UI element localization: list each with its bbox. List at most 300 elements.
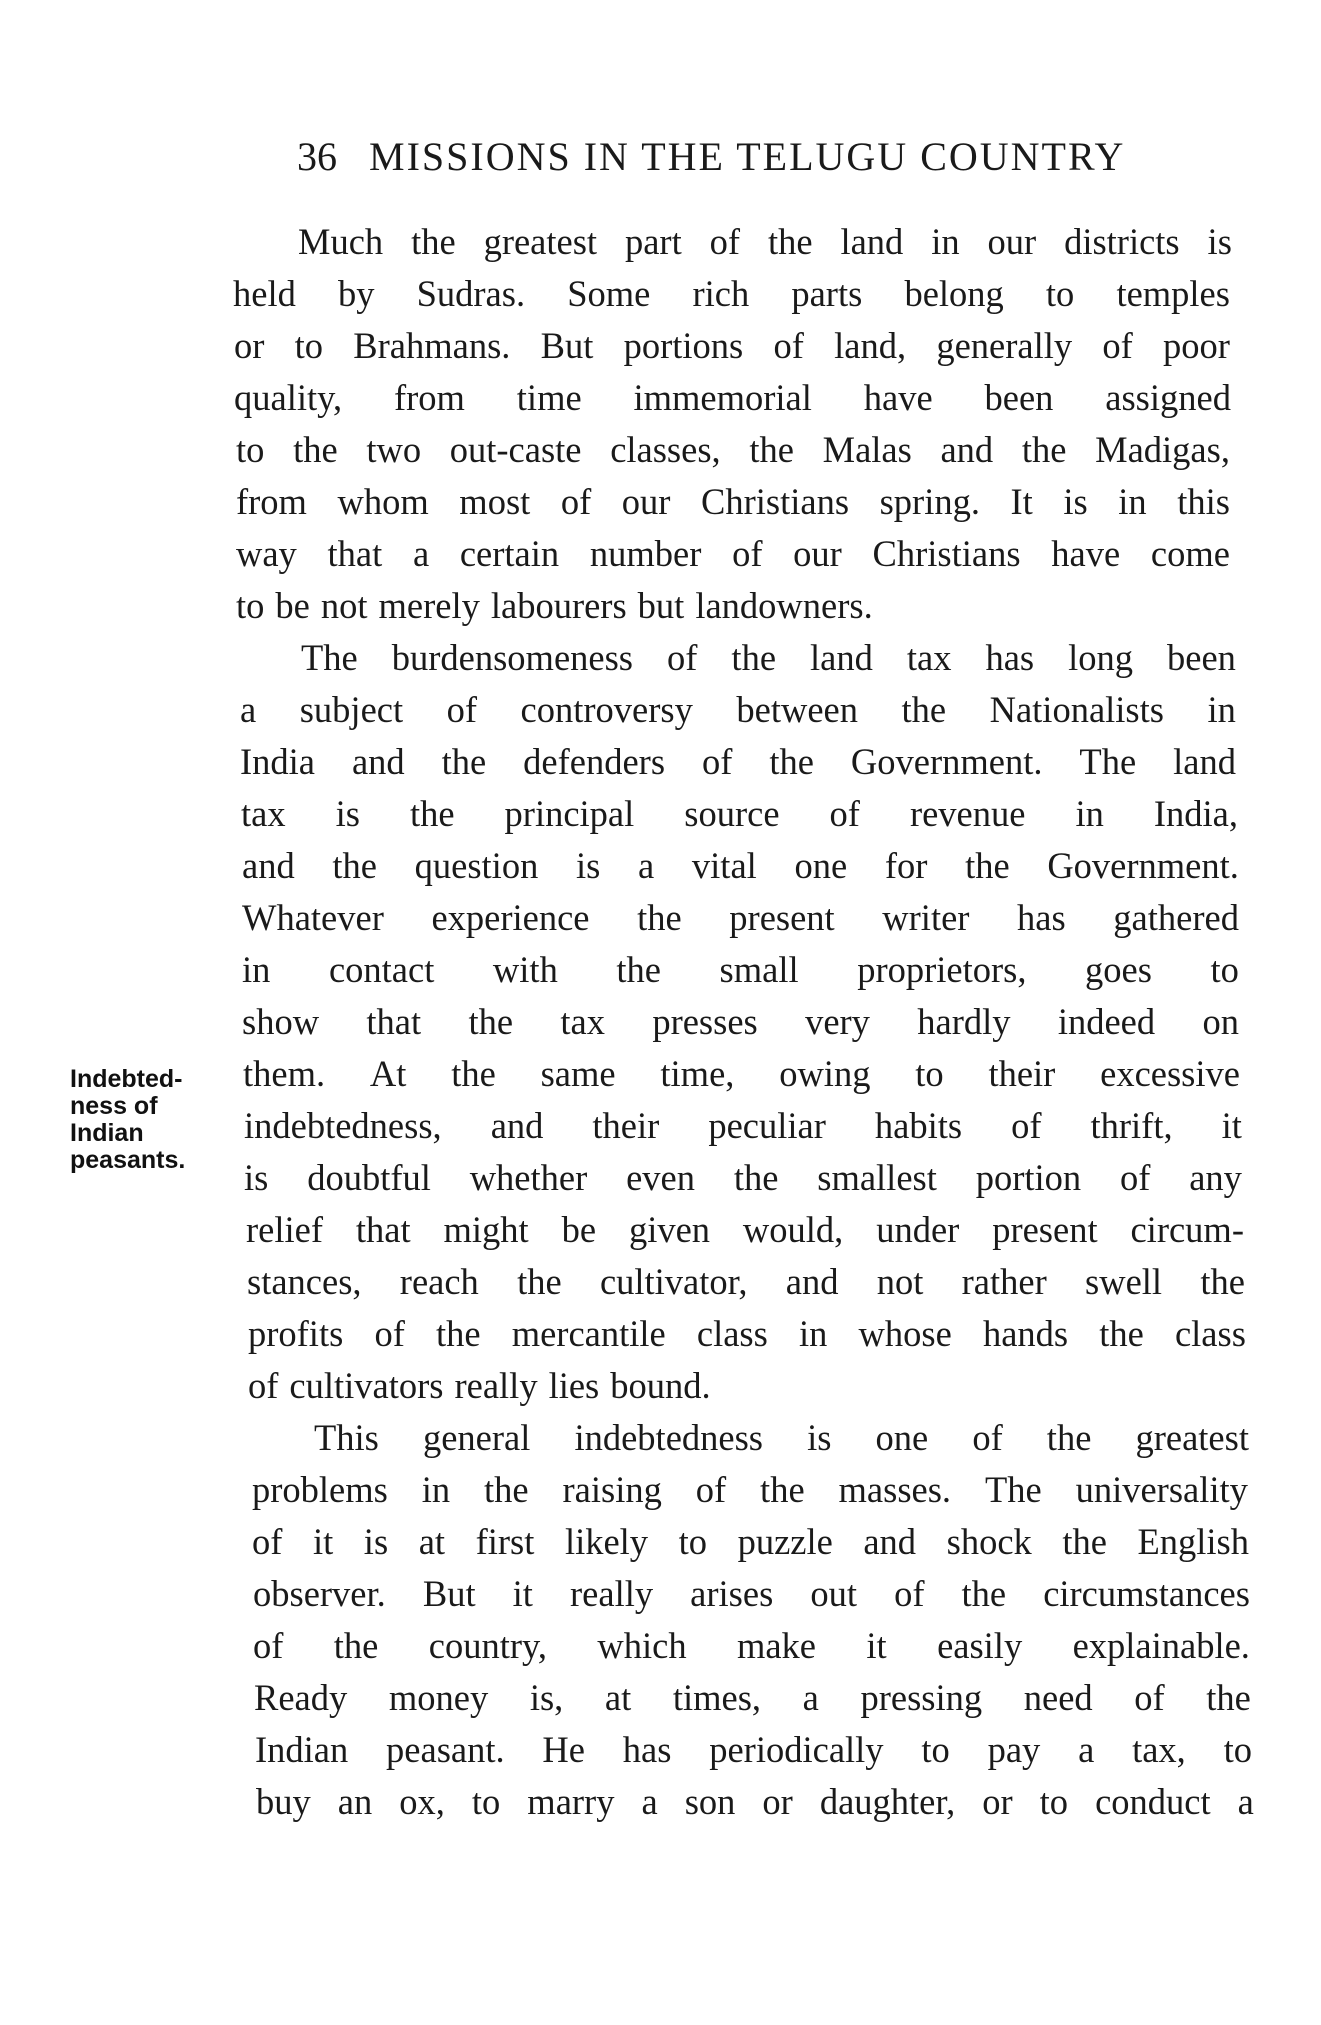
text-line bbox=[240, 684, 1236, 736]
word: English bbox=[1137, 1521, 1249, 1562]
word: might bbox=[443, 1209, 529, 1250]
text-line bbox=[236, 424, 1230, 476]
word: to bbox=[294, 325, 324, 366]
text-line bbox=[236, 580, 1038, 632]
text-line bbox=[234, 372, 1231, 424]
word: the bbox=[517, 1261, 562, 1302]
word: arises bbox=[690, 1573, 774, 1614]
word: indebtedness, bbox=[244, 1105, 442, 1146]
word: not bbox=[876, 1261, 924, 1302]
word: swell bbox=[1085, 1261, 1163, 1302]
word: show bbox=[242, 1001, 320, 1042]
word: excessive bbox=[1100, 1053, 1240, 1094]
word: their bbox=[988, 1053, 1056, 1094]
word: hardly bbox=[917, 1001, 1011, 1042]
text-line bbox=[244, 1100, 1242, 1152]
word: of bbox=[253, 1625, 284, 1666]
word: lies bbox=[548, 1365, 600, 1406]
word: is bbox=[335, 793, 360, 834]
word: the bbox=[767, 221, 813, 262]
word: Malas bbox=[822, 429, 912, 470]
word: is bbox=[363, 1521, 389, 1562]
word: out-caste bbox=[449, 429, 582, 470]
word: this bbox=[1177, 481, 1230, 522]
word: of bbox=[732, 533, 763, 574]
word: classes, bbox=[610, 429, 721, 470]
word: greatest bbox=[1135, 1417, 1249, 1458]
word: India, bbox=[1153, 793, 1238, 834]
word: relief bbox=[246, 1209, 323, 1250]
word: and bbox=[351, 741, 405, 782]
word: by bbox=[337, 273, 375, 314]
word: conduct bbox=[1095, 1781, 1211, 1822]
word: at bbox=[418, 1521, 446, 1562]
word: most bbox=[459, 481, 531, 522]
word: would, bbox=[742, 1209, 844, 1250]
word: in bbox=[798, 1313, 828, 1354]
word: from bbox=[236, 481, 307, 522]
word: spring. bbox=[879, 481, 980, 522]
word: really bbox=[454, 1365, 538, 1406]
word: land bbox=[1173, 741, 1236, 782]
word: contact bbox=[328, 949, 435, 990]
text-line bbox=[252, 1464, 1248, 1516]
word: of bbox=[695, 1469, 727, 1510]
word: at bbox=[604, 1677, 632, 1718]
word: to bbox=[1223, 1729, 1252, 1770]
word: generally bbox=[936, 325, 1073, 366]
word: very bbox=[805, 1001, 870, 1042]
text-line bbox=[253, 1620, 1250, 1672]
word: of bbox=[709, 221, 741, 262]
word: stances, bbox=[247, 1261, 362, 1302]
word: districts bbox=[1064, 221, 1180, 262]
word: goes bbox=[1085, 949, 1152, 990]
word: mercantile bbox=[511, 1313, 666, 1354]
word: hands bbox=[982, 1313, 1069, 1354]
word: the bbox=[435, 1313, 481, 1354]
word: question bbox=[414, 845, 539, 886]
text-line bbox=[301, 632, 1236, 684]
word: smallest bbox=[817, 1157, 937, 1198]
word: has bbox=[1017, 897, 1066, 938]
word: puzzle bbox=[737, 1521, 833, 1562]
word: whether bbox=[469, 1157, 588, 1198]
word: ox, bbox=[399, 1781, 445, 1822]
word: long bbox=[1068, 637, 1134, 678]
word: likely bbox=[564, 1521, 649, 1562]
word: bound. bbox=[610, 1365, 711, 1406]
word: the bbox=[637, 897, 682, 938]
word: peculiar bbox=[708, 1105, 826, 1146]
word: The bbox=[1079, 741, 1137, 782]
word: controversy bbox=[520, 689, 693, 730]
word: of bbox=[667, 637, 698, 678]
word: small bbox=[719, 949, 799, 990]
word: Christians bbox=[701, 481, 850, 522]
word: This bbox=[314, 1417, 379, 1458]
word: habits bbox=[874, 1105, 963, 1146]
word: given bbox=[628, 1209, 711, 1250]
word: with bbox=[492, 949, 558, 990]
word: been bbox=[984, 377, 1054, 418]
word: writer bbox=[882, 897, 970, 938]
word: number bbox=[589, 533, 702, 574]
word: periodically bbox=[709, 1729, 884, 1770]
word: of bbox=[972, 1417, 1003, 1458]
word: Christians bbox=[872, 533, 1021, 574]
word: a bbox=[802, 1677, 819, 1718]
text-line bbox=[252, 1516, 1249, 1568]
word: it bbox=[866, 1625, 887, 1666]
text-line bbox=[298, 216, 1232, 268]
word: that bbox=[355, 1209, 411, 1250]
word: cultivator, bbox=[599, 1261, 748, 1302]
text-line bbox=[236, 476, 1230, 528]
word: poor bbox=[1163, 325, 1230, 366]
word: the bbox=[484, 1469, 529, 1510]
word: the bbox=[965, 845, 1010, 886]
word: the bbox=[749, 429, 794, 470]
word: buy bbox=[256, 1781, 311, 1822]
word: in bbox=[1118, 481, 1147, 522]
word: time bbox=[516, 377, 582, 418]
word: subject bbox=[299, 689, 404, 730]
word: raising bbox=[562, 1469, 662, 1510]
word: way bbox=[236, 533, 297, 574]
word: general bbox=[422, 1417, 531, 1458]
word: that bbox=[366, 1001, 422, 1042]
word: doubtful bbox=[307, 1157, 431, 1198]
word: Some bbox=[567, 273, 651, 314]
word: pressing bbox=[860, 1677, 983, 1718]
word: tax, bbox=[1132, 1729, 1186, 1770]
word: land bbox=[810, 637, 873, 678]
text-line bbox=[253, 1568, 1250, 1620]
word: the bbox=[1046, 1417, 1092, 1458]
word: of bbox=[252, 1521, 283, 1562]
word: has bbox=[985, 637, 1035, 678]
word: one bbox=[875, 1417, 929, 1458]
word: marry bbox=[527, 1781, 615, 1822]
text-line bbox=[244, 1152, 1242, 1204]
word: the bbox=[1206, 1677, 1251, 1718]
word: any bbox=[1189, 1157, 1242, 1198]
word: in bbox=[931, 221, 960, 262]
word: a bbox=[641, 1781, 658, 1822]
word: been bbox=[1167, 637, 1236, 678]
word: in bbox=[1207, 689, 1236, 730]
word: be bbox=[561, 1209, 597, 1250]
word: burdensomeness bbox=[391, 637, 634, 678]
word: times, bbox=[672, 1677, 762, 1718]
word: of bbox=[1134, 1677, 1165, 1718]
word: the bbox=[332, 845, 377, 886]
word: an bbox=[337, 1781, 373, 1822]
word: to bbox=[471, 1781, 501, 1822]
word: greatest bbox=[483, 221, 598, 262]
word: But bbox=[422, 1573, 476, 1614]
word: assigned bbox=[1105, 377, 1231, 418]
word: of bbox=[248, 1365, 279, 1406]
margin-note bbox=[70, 1066, 220, 1174]
word: a bbox=[638, 845, 655, 886]
word: parts bbox=[791, 273, 863, 314]
word: daughter, bbox=[819, 1781, 956, 1822]
word: under bbox=[876, 1209, 960, 1250]
word: the bbox=[1021, 429, 1067, 470]
word: which bbox=[597, 1625, 687, 1666]
word: and bbox=[863, 1521, 917, 1562]
word: India bbox=[240, 741, 315, 782]
word: the bbox=[731, 637, 777, 678]
margin-note-line: Indian bbox=[70, 1119, 144, 1147]
text-line bbox=[248, 1308, 1246, 1360]
word: first bbox=[475, 1521, 535, 1562]
word: to bbox=[236, 585, 265, 626]
word: Brahmans. bbox=[353, 325, 511, 366]
word: The bbox=[984, 1469, 1042, 1510]
word: the bbox=[468, 1001, 514, 1042]
word: is bbox=[1207, 221, 1232, 262]
word: Whatever bbox=[242, 897, 384, 938]
word: the bbox=[333, 1625, 379, 1666]
word: whose bbox=[858, 1313, 952, 1354]
word: thrift, bbox=[1090, 1105, 1173, 1146]
word: and bbox=[785, 1261, 839, 1302]
text-line bbox=[314, 1412, 1249, 1464]
word: the bbox=[293, 429, 338, 470]
word: is bbox=[576, 845, 601, 886]
word: portion bbox=[975, 1157, 1082, 1198]
word: in bbox=[242, 949, 271, 990]
word: to bbox=[1045, 273, 1075, 314]
word: or bbox=[982, 1781, 1013, 1822]
text-line bbox=[236, 528, 1230, 580]
word: but bbox=[637, 585, 685, 626]
word: peasant. bbox=[386, 1729, 505, 1770]
word: the bbox=[451, 1053, 496, 1094]
word: in bbox=[1075, 793, 1104, 834]
word: easily bbox=[937, 1625, 1023, 1666]
word: Nationalists bbox=[989, 689, 1164, 730]
word: tax bbox=[906, 637, 952, 678]
text-line bbox=[256, 1776, 1254, 1828]
word: to bbox=[1210, 949, 1239, 990]
word: two bbox=[366, 429, 422, 470]
word: present bbox=[729, 897, 835, 938]
word: come bbox=[1150, 533, 1230, 574]
word: the bbox=[769, 741, 814, 782]
text-line bbox=[248, 1360, 808, 1412]
word: a bbox=[412, 533, 430, 574]
word: rather bbox=[961, 1261, 1047, 1302]
word: to bbox=[1039, 1781, 1069, 1822]
word: indebtedness bbox=[574, 1417, 764, 1458]
word: whom bbox=[337, 481, 429, 522]
word: a bbox=[1078, 1729, 1095, 1770]
word: At bbox=[369, 1053, 407, 1094]
word: Much bbox=[298, 221, 384, 262]
word: immemorial bbox=[633, 377, 812, 418]
word: land bbox=[840, 221, 904, 262]
word: principal bbox=[504, 793, 635, 834]
word: revenue bbox=[909, 793, 1026, 834]
word: it bbox=[1221, 1105, 1242, 1146]
word: our bbox=[987, 221, 1037, 262]
word: the bbox=[733, 1157, 779, 1198]
text-line bbox=[233, 268, 1230, 320]
word: present bbox=[992, 1209, 1098, 1250]
word: class bbox=[1174, 1313, 1246, 1354]
running-title: MISSIONS IN THE TELUGU COUNTRY bbox=[369, 134, 1126, 179]
word: for bbox=[884, 845, 928, 886]
margin-note-line: peasants. bbox=[70, 1146, 186, 1174]
word: the bbox=[1099, 1313, 1144, 1354]
page-number: 36 bbox=[297, 134, 337, 179]
word: Indian bbox=[255, 1729, 349, 1770]
word: to bbox=[678, 1521, 708, 1562]
word: their bbox=[592, 1105, 660, 1146]
word: of bbox=[1011, 1105, 1042, 1146]
word: gathered bbox=[1113, 897, 1239, 938]
word: is bbox=[244, 1157, 269, 1198]
word: really bbox=[570, 1573, 654, 1614]
word: in bbox=[421, 1469, 451, 1510]
word: Government. bbox=[1047, 845, 1239, 886]
word: universality bbox=[1075, 1469, 1248, 1510]
word: country, bbox=[428, 1625, 548, 1666]
word: reach bbox=[399, 1261, 479, 1302]
word: Madigas, bbox=[1095, 429, 1230, 470]
word: is bbox=[1063, 481, 1088, 522]
word: landowners. bbox=[695, 585, 873, 626]
word: of bbox=[374, 1313, 405, 1354]
word: time, bbox=[660, 1053, 735, 1094]
word: circumstances bbox=[1043, 1573, 1250, 1614]
word: Sudras. bbox=[416, 273, 526, 314]
word: merely bbox=[378, 585, 480, 626]
word: rich bbox=[692, 273, 750, 314]
word: and bbox=[242, 845, 295, 886]
word: is bbox=[807, 1417, 832, 1458]
margin-note-line: Indebted- bbox=[70, 1065, 183, 1093]
word: presses bbox=[652, 1001, 758, 1042]
word: quality, bbox=[234, 377, 343, 418]
word: cultivators bbox=[289, 1365, 444, 1406]
word: of bbox=[773, 325, 804, 366]
word: on bbox=[1202, 1001, 1239, 1042]
text-line bbox=[242, 944, 1239, 996]
word: even bbox=[626, 1157, 695, 1198]
text-line bbox=[242, 996, 1239, 1048]
word: the bbox=[901, 689, 947, 730]
word: owing bbox=[779, 1053, 871, 1094]
word: out bbox=[810, 1573, 857, 1614]
word: have bbox=[863, 377, 933, 418]
word: and bbox=[940, 429, 994, 470]
word: source bbox=[684, 793, 780, 834]
word: But bbox=[540, 325, 594, 366]
word: the bbox=[409, 793, 455, 834]
word: The bbox=[301, 637, 358, 678]
word: a bbox=[240, 689, 257, 730]
word: problems bbox=[252, 1469, 388, 1510]
word: experience bbox=[431, 897, 590, 938]
word: circum- bbox=[1130, 1209, 1244, 1250]
word: son bbox=[684, 1781, 736, 1822]
word: the bbox=[411, 221, 456, 262]
word: class bbox=[696, 1313, 768, 1354]
text-line bbox=[246, 1204, 1244, 1256]
text-line bbox=[255, 1724, 1252, 1776]
word: of bbox=[894, 1573, 925, 1614]
word: shock bbox=[946, 1521, 1032, 1562]
text-line bbox=[242, 892, 1239, 944]
word: belong bbox=[904, 273, 1004, 314]
word: to bbox=[915, 1053, 944, 1094]
word: to bbox=[236, 429, 265, 470]
word: observer. bbox=[253, 1573, 386, 1614]
word: tax bbox=[560, 1001, 605, 1042]
word: held bbox=[233, 273, 296, 314]
word: the bbox=[1062, 1521, 1107, 1562]
text-line bbox=[247, 1256, 1245, 1308]
text-line bbox=[234, 320, 1230, 372]
word: it bbox=[312, 1521, 334, 1562]
word: money bbox=[388, 1677, 489, 1718]
word: need bbox=[1023, 1677, 1093, 1718]
margin-note-line: ness of bbox=[70, 1092, 158, 1120]
word: indeed bbox=[1057, 1001, 1156, 1042]
word: of bbox=[1119, 1157, 1151, 1198]
word: one bbox=[794, 845, 848, 886]
word: to bbox=[921, 1729, 950, 1770]
word: the bbox=[760, 1469, 805, 1510]
word: make bbox=[736, 1625, 817, 1666]
word: and bbox=[490, 1105, 544, 1146]
word: of bbox=[1102, 325, 1133, 366]
word: the bbox=[616, 949, 661, 990]
word: them. bbox=[243, 1053, 326, 1094]
word: has bbox=[622, 1729, 672, 1770]
word: of bbox=[560, 481, 592, 522]
word: vital bbox=[691, 845, 757, 886]
text-line bbox=[254, 1672, 1251, 1724]
word: the bbox=[1200, 1261, 1245, 1302]
word: is, bbox=[529, 1677, 564, 1718]
word: certain bbox=[459, 533, 560, 574]
word: portions bbox=[623, 325, 744, 366]
word: Government. bbox=[850, 741, 1043, 782]
text-line bbox=[241, 788, 1238, 840]
word: of bbox=[446, 689, 478, 730]
word: land, bbox=[834, 325, 907, 366]
text-line bbox=[242, 840, 1239, 892]
word: defenders bbox=[523, 741, 666, 782]
word: our bbox=[793, 533, 842, 574]
running-head bbox=[297, 133, 1147, 180]
word: the bbox=[441, 741, 487, 782]
word: be bbox=[275, 585, 310, 626]
word: He bbox=[542, 1729, 585, 1770]
word: masses. bbox=[838, 1469, 952, 1510]
word: tax bbox=[241, 793, 286, 834]
word: proprietors, bbox=[857, 949, 1027, 990]
word: same bbox=[540, 1053, 616, 1094]
word: labourers bbox=[490, 585, 627, 626]
word: of bbox=[701, 741, 733, 782]
